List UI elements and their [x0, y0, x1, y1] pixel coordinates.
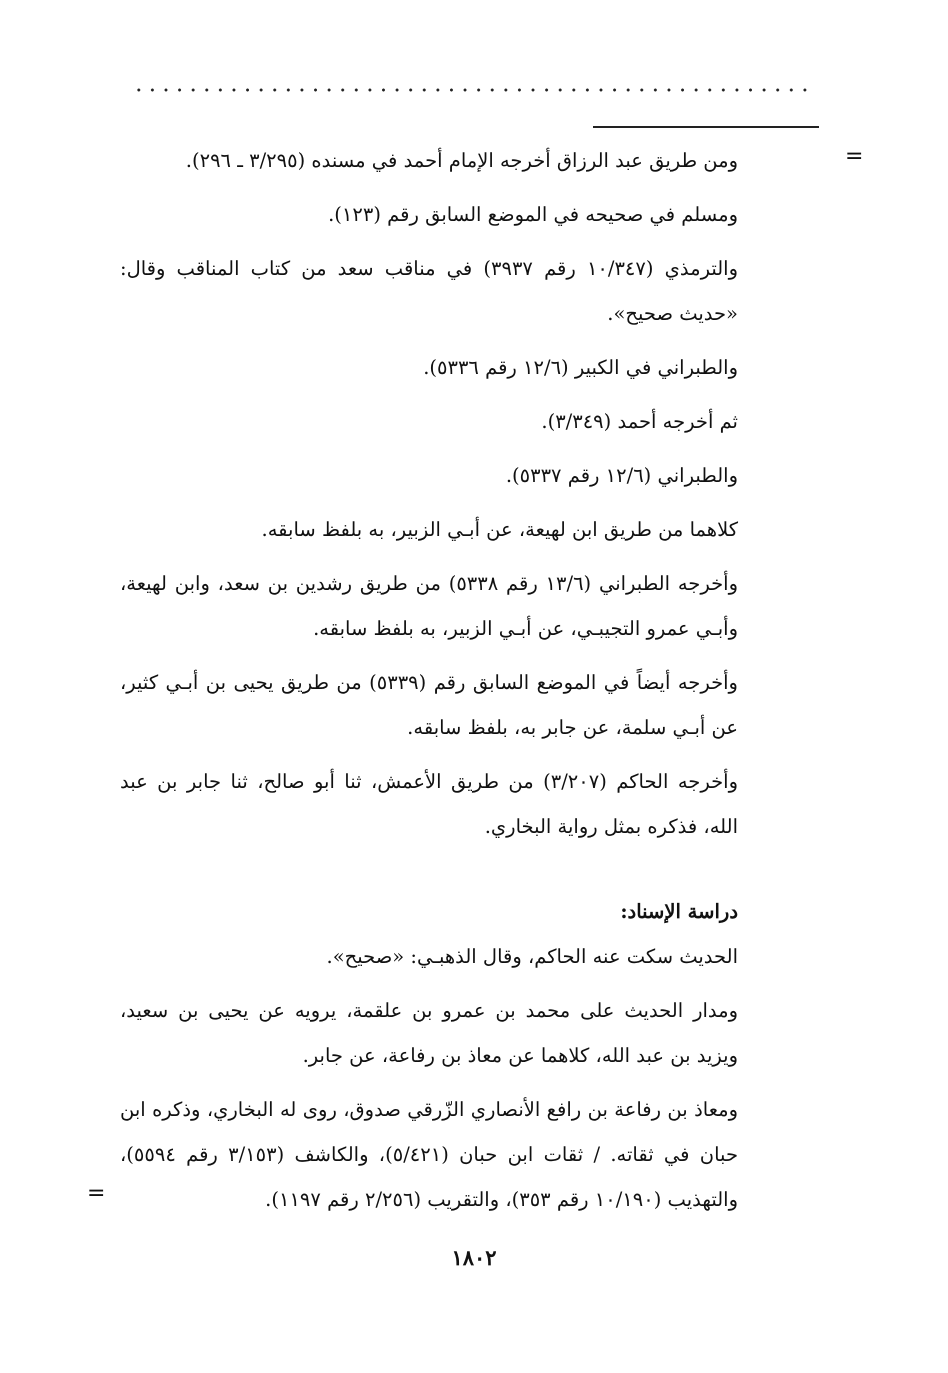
continuation-marker-top: =	[845, 144, 864, 169]
footnote-rule	[593, 126, 819, 128]
footnote-body	[120, 138, 738, 1231]
paragraph-tabarani-rishdin: وأخرجه الطبراني (١٣/٦ رقم ٥٣٣٨) من طريق رشدين بن سعد، وابن لهيعة، وأبـي عمرو التجيبـي، عن أبـي الزبير، به بلفظ سابقه.	[120, 572, 738, 640]
paragraph-tabarani: والطبراني (١٢/٦ رقم ٥٣٣٧).	[505, 464, 738, 487]
section-heading-isnad-study: دراسة الإسناد:	[620, 900, 738, 923]
top-dotted-border	[132, 86, 812, 94]
paragraph-muadh-ibn-rifaa: ومعاذ بن رفاعة بن رافع الأنصاري الزّرقي صدوق، روى له البخاري، وذكره ابن حبان في ثقاته. / ثقات ابن حبان (٥/٤٢١)، والكاشف (٣/١٥٣ رقم ٥٥٩٤)، والتهذيب (١٠/١٩٠ رقم ٣٥٣)، والتقريب (٢/٢٥٦ رقم ١١٩٧).	[120, 1098, 738, 1211]
paragraph-hakim: وأخرجه الحاكم (٣/٢٠٧) من طريق الأعمش، ثنا أبو صالح، ثنا جابر بن عبد الله، فذكره بمثل رواية البخاري.	[120, 770, 738, 838]
paragraph-madar: ومدار الحديث على محمد بن عمرو بن علقمة، يرويه عن يحيى بن سعيد، ويزيد بن عبد الله، كلاهما عن معاذ بن رفاعة، عن جابر.	[120, 999, 738, 1067]
paragraph-dhahabi: الحديث سكت عنه الحاكم، وقال الذهبـي: «صحيح».	[326, 945, 738, 968]
paragraph-tabarani-kabir: والطبراني في الكبير (١٢/٦ رقم ٥٣٣٦).	[423, 356, 738, 379]
paragraph-both-ibn-lahia: كلاهما من طريق ابن لهيعة، عن أبـي الزبير، به بلفظ سابقه.	[261, 518, 738, 541]
paragraph-tirmidhi: والترمذي (١٠/٣٤٧ رقم ٣٩٣٧) في مناقب سعد من كتاب المناقب وقال: «حديث صحيح».	[120, 257, 739, 325]
paragraph-muslim: ومسلم في صحيحه في الموضع السابق رقم (١٢٣).	[328, 203, 738, 226]
continuation-marker-bottom: =	[87, 1181, 106, 1206]
page-number: ١٨٠٢	[451, 1245, 497, 1270]
paragraph-yahya-ibn-kathir: وأخرجه أيضاً في الموضع السابق رقم (٥٣٣٩) من طريق يحيى بن أبـي كثير، عن أبـي سلمة، عن جابر به، بلفظ سابقه.	[120, 671, 738, 739]
paragraph-musnad-ahmad: ومن طريق عبد الرزاق أخرجه الإمام أحمد في مسنده (٣/٢٩٥ ـ ٢٩٦).	[185, 149, 738, 172]
paragraph-ahmad: ثم أخرجه أحمد (٣/٣٤٩).	[541, 410, 738, 433]
